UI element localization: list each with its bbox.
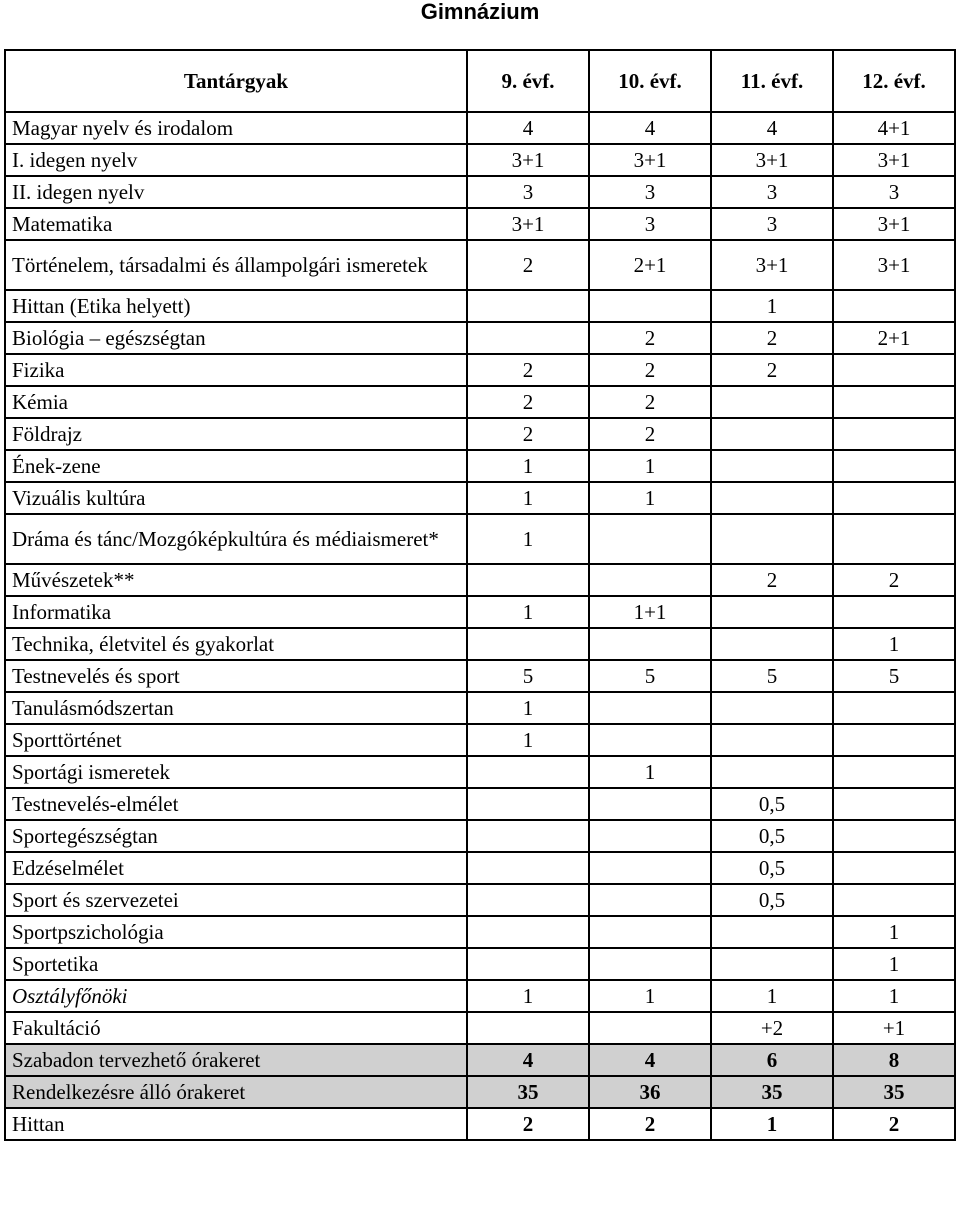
value-cell-grade-12: 3+1 — [833, 240, 955, 290]
value-cell-grade-10: 1 — [589, 980, 711, 1012]
value-cell-grade-12: 5 — [833, 660, 955, 692]
value-cell-grade-9 — [467, 948, 589, 980]
value-cell-grade-9: 35 — [467, 1076, 589, 1108]
value-cell-grade-11: 2 — [711, 322, 833, 354]
value-cell-grade-11: 1 — [711, 980, 833, 1012]
value-cell-grade-10 — [589, 1012, 711, 1044]
subject-cell: Vizuális kultúra — [5, 482, 467, 514]
value-cell-grade-12: 1 — [833, 628, 955, 660]
subject-cell: Sportegészségtan — [5, 820, 467, 852]
value-cell-grade-11 — [711, 948, 833, 980]
value-cell-grade-9 — [467, 628, 589, 660]
table-row — [5, 290, 955, 322]
table-row — [5, 450, 955, 482]
value-cell-grade-10: 5 — [589, 660, 711, 692]
table-row — [5, 852, 955, 884]
value-cell-grade-9 — [467, 756, 589, 788]
table-row — [5, 514, 955, 564]
value-cell-grade-11 — [711, 596, 833, 628]
value-cell-grade-9: 3+1 — [467, 144, 589, 176]
value-cell-grade-11 — [711, 692, 833, 724]
value-cell-grade-10: 1 — [589, 450, 711, 482]
table-row — [5, 1108, 955, 1140]
value-cell-grade-9: 2 — [467, 240, 589, 290]
subject-cell: Sport és szervezetei — [5, 884, 467, 916]
value-cell-grade-9: 4 — [467, 1044, 589, 1076]
value-cell-grade-12: 8 — [833, 1044, 955, 1076]
value-cell-grade-11: 3 — [711, 176, 833, 208]
table-row — [5, 386, 955, 418]
table-row — [5, 482, 955, 514]
value-cell-grade-12 — [833, 884, 955, 916]
value-cell-grade-10 — [589, 692, 711, 724]
value-cell-grade-9 — [467, 916, 589, 948]
subject-cell: Osztályfőnöki — [5, 980, 467, 1012]
subject-cell: Történelem, társadalmi és állampolgári ismeretek — [5, 240, 467, 290]
value-cell-grade-12 — [833, 756, 955, 788]
table-row — [5, 208, 955, 240]
subject-cell: Rendelkezésre álló órakeret — [5, 1076, 467, 1108]
value-cell-grade-11: +2 — [711, 1012, 833, 1044]
value-cell-grade-9 — [467, 820, 589, 852]
subject-cell: Kémia — [5, 386, 467, 418]
value-cell-grade-11: 3+1 — [711, 240, 833, 290]
value-cell-grade-10: 1 — [589, 756, 711, 788]
subject-cell: Hittan (Etika helyett) — [5, 290, 467, 322]
value-cell-grade-12: 3 — [833, 176, 955, 208]
value-cell-grade-9: 3+1 — [467, 208, 589, 240]
subject-cell: II. idegen nyelv — [5, 176, 467, 208]
value-cell-grade-10: 1 — [589, 482, 711, 514]
value-cell-grade-9 — [467, 1012, 589, 1044]
value-cell-grade-12 — [833, 482, 955, 514]
value-cell-grade-9 — [467, 788, 589, 820]
subject-cell: Informatika — [5, 596, 467, 628]
value-cell-grade-10 — [589, 820, 711, 852]
subject-cell: Edzéselmélet — [5, 852, 467, 884]
value-cell-grade-9 — [467, 322, 589, 354]
value-cell-grade-10 — [589, 290, 711, 322]
value-cell-grade-12 — [833, 418, 955, 450]
value-cell-grade-12: 2+1 — [833, 322, 955, 354]
value-cell-grade-12: 35 — [833, 1076, 955, 1108]
value-cell-grade-10 — [589, 564, 711, 596]
value-cell-grade-11: 1 — [711, 290, 833, 322]
value-cell-grade-11: 2 — [711, 354, 833, 386]
subject-cell: Földrajz — [5, 418, 467, 450]
value-cell-grade-9: 1 — [467, 980, 589, 1012]
page-title: Gimnázium — [420, 0, 540, 24]
value-cell-grade-10 — [589, 852, 711, 884]
value-cell-grade-9 — [467, 290, 589, 322]
table-row — [5, 176, 955, 208]
value-cell-grade-12 — [833, 354, 955, 386]
table-row — [5, 820, 955, 852]
value-cell-grade-10: 2 — [589, 354, 711, 386]
header-grade-9: 9. évf. — [467, 50, 589, 112]
value-cell-grade-9 — [467, 564, 589, 596]
value-cell-grade-9: 1 — [467, 450, 589, 482]
value-cell-grade-10: 2 — [589, 1108, 711, 1140]
value-cell-grade-12 — [833, 820, 955, 852]
value-cell-grade-11 — [711, 386, 833, 418]
table-row — [5, 564, 955, 596]
value-cell-grade-10: 2 — [589, 322, 711, 354]
subject-cell: Hittan — [5, 1108, 467, 1140]
subject-cell: Technika, életvitel és gyakorlat — [5, 628, 467, 660]
table-row — [5, 724, 955, 756]
table-row — [5, 1012, 955, 1044]
subject-cell: Ének-zene — [5, 450, 467, 482]
table-row — [5, 354, 955, 386]
value-cell-grade-9: 2 — [467, 1108, 589, 1140]
value-cell-grade-11: 35 — [711, 1076, 833, 1108]
subject-cell: Sportetika — [5, 948, 467, 980]
value-cell-grade-12: 2 — [833, 1108, 955, 1140]
value-cell-grade-12 — [833, 692, 955, 724]
table-row — [5, 1076, 955, 1108]
value-cell-grade-11 — [711, 482, 833, 514]
value-cell-grade-10: 4 — [589, 112, 711, 144]
header-grade-12: 12. évf. — [833, 50, 955, 112]
subject-cell: Testnevelés-elmélet — [5, 788, 467, 820]
value-cell-grade-11: 0,5 — [711, 820, 833, 852]
table-row — [5, 240, 955, 290]
value-cell-grade-11 — [711, 514, 833, 564]
subject-cell: Sporttörténet — [5, 724, 467, 756]
value-cell-grade-9: 2 — [467, 354, 589, 386]
table-row — [5, 322, 955, 354]
value-cell-grade-11 — [711, 450, 833, 482]
table-row — [5, 916, 955, 948]
value-cell-grade-12: 1 — [833, 980, 955, 1012]
subject-cell: Fakultáció — [5, 1012, 467, 1044]
value-cell-grade-10: 36 — [589, 1076, 711, 1108]
value-cell-grade-10 — [589, 724, 711, 756]
value-cell-grade-12 — [833, 724, 955, 756]
table-row — [5, 980, 955, 1012]
value-cell-grade-10: 2 — [589, 386, 711, 418]
table-row — [5, 692, 955, 724]
value-cell-grade-11: 0,5 — [711, 852, 833, 884]
subject-cell: Sportpszichológia — [5, 916, 467, 948]
value-cell-grade-9: 1 — [467, 724, 589, 756]
value-cell-grade-9: 2 — [467, 418, 589, 450]
value-cell-grade-11: 0,5 — [711, 788, 833, 820]
subject-cell: Magyar nyelv és irodalom — [5, 112, 467, 144]
value-cell-grade-10 — [589, 788, 711, 820]
table-row — [5, 144, 955, 176]
value-cell-grade-12 — [833, 290, 955, 322]
value-cell-grade-10 — [589, 884, 711, 916]
value-cell-grade-10 — [589, 948, 711, 980]
header-subjects: Tantárgyak — [5, 50, 467, 112]
value-cell-grade-11 — [711, 724, 833, 756]
value-cell-grade-11: 1 — [711, 1108, 833, 1140]
subject-cell: Testnevelés és sport — [5, 660, 467, 692]
value-cell-grade-12: 4+1 — [833, 112, 955, 144]
value-cell-grade-12: 3+1 — [833, 208, 955, 240]
value-cell-grade-11: 6 — [711, 1044, 833, 1076]
value-cell-grade-9: 1 — [467, 692, 589, 724]
subject-cell: Tanulásmódszertan — [5, 692, 467, 724]
table-row — [5, 884, 955, 916]
value-cell-grade-10: 3 — [589, 176, 711, 208]
value-cell-grade-12: 1 — [833, 948, 955, 980]
value-cell-grade-12: 2 — [833, 564, 955, 596]
subject-cell: Dráma és tánc/Mozgóképkultúra és médiaismeret* — [5, 514, 467, 564]
table-row — [5, 596, 955, 628]
value-cell-grade-10: 4 — [589, 1044, 711, 1076]
value-cell-grade-9: 1 — [467, 596, 589, 628]
value-cell-grade-12 — [833, 386, 955, 418]
value-cell-grade-9 — [467, 852, 589, 884]
value-cell-grade-10: 2 — [589, 418, 711, 450]
value-cell-grade-12 — [833, 514, 955, 564]
table-row — [5, 660, 955, 692]
value-cell-grade-10: 3 — [589, 208, 711, 240]
table-row — [5, 1044, 955, 1076]
subject-cell: Sportági ismeretek — [5, 756, 467, 788]
value-cell-grade-9: 3 — [467, 176, 589, 208]
value-cell-grade-11 — [711, 916, 833, 948]
table-row — [5, 418, 955, 450]
value-cell-grade-9: 1 — [467, 514, 589, 564]
value-cell-grade-12: +1 — [833, 1012, 955, 1044]
value-cell-grade-10 — [589, 916, 711, 948]
value-cell-grade-10: 1+1 — [589, 596, 711, 628]
value-cell-grade-9: 5 — [467, 660, 589, 692]
value-cell-grade-9: 1 — [467, 482, 589, 514]
header-grade-11: 11. évf. — [711, 50, 833, 112]
subject-cell: I. idegen nyelv — [5, 144, 467, 176]
value-cell-grade-12: 1 — [833, 916, 955, 948]
value-cell-grade-11 — [711, 418, 833, 450]
value-cell-grade-11: 0,5 — [711, 884, 833, 916]
subject-cell: Fizika — [5, 354, 467, 386]
table-row — [5, 112, 955, 144]
value-cell-grade-12 — [833, 596, 955, 628]
subject-cell: Szabadon tervezhető órakeret — [5, 1044, 467, 1076]
value-cell-grade-12: 3+1 — [833, 144, 955, 176]
table-row — [5, 628, 955, 660]
value-cell-grade-12 — [833, 788, 955, 820]
header-row — [5, 50, 955, 112]
table-row — [5, 948, 955, 980]
value-cell-grade-12 — [833, 450, 955, 482]
value-cell-grade-11: 2 — [711, 564, 833, 596]
value-cell-grade-10: 2+1 — [589, 240, 711, 290]
value-cell-grade-11: 5 — [711, 660, 833, 692]
table-row — [5, 788, 955, 820]
table-row — [5, 756, 955, 788]
value-cell-grade-10 — [589, 514, 711, 564]
value-cell-grade-12 — [833, 852, 955, 884]
curriculum-table — [4, 49, 956, 1141]
value-cell-grade-9: 4 — [467, 112, 589, 144]
value-cell-grade-11: 3 — [711, 208, 833, 240]
value-cell-grade-11: 4 — [711, 112, 833, 144]
value-cell-grade-11 — [711, 628, 833, 660]
subject-cell: Matematika — [5, 208, 467, 240]
header-grade-10: 10. évf. — [589, 50, 711, 112]
value-cell-grade-11 — [711, 756, 833, 788]
value-cell-grade-9 — [467, 884, 589, 916]
value-cell-grade-9: 2 — [467, 386, 589, 418]
value-cell-grade-11: 3+1 — [711, 144, 833, 176]
value-cell-grade-10 — [589, 628, 711, 660]
subject-cell: Művészetek** — [5, 564, 467, 596]
subject-cell: Biológia – egészségtan — [5, 322, 467, 354]
value-cell-grade-10: 3+1 — [589, 144, 711, 176]
